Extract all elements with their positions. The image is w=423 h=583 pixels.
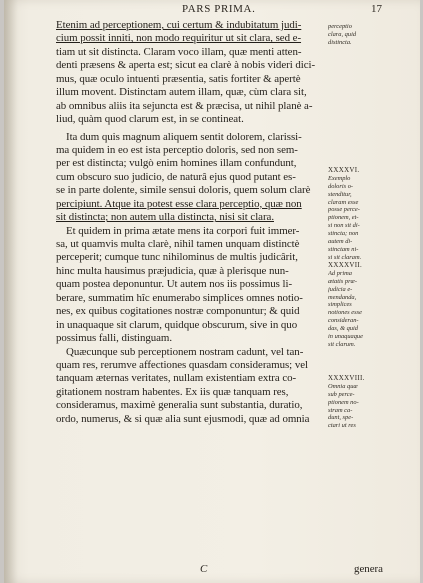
text-line-content: berare, summatim hîc enumerabo simplices omnes notio- [56, 291, 303, 304]
page-header [4, 2, 420, 18]
text-line-content: sa, ut quamvis multa clarè, nihil tamen unquam distinctè [56, 238, 300, 250]
text-line [56, 211, 322, 224]
margin-note-line: consideran- [328, 317, 359, 325]
text-line-content: ordo, numerus, & si quæ alia sunt ejusmodi, quæ ad omnia [56, 412, 310, 425]
margin-note-line: si non sit di- [328, 222, 360, 230]
text-line [56, 100, 322, 113]
text-line [56, 332, 322, 345]
margin-note-line: perceptio [328, 23, 352, 30]
text-line-content: per est distincta; vulgò enim homines illam confundunt, [56, 157, 297, 170]
margin-note-line: in unaquaque [328, 333, 363, 341]
margin-note-line: Ad prima [328, 269, 352, 277]
margin-note-line: stenditur, [328, 190, 352, 198]
text-line-content: Etenim ad perceptionem, cui certum & indubitatum judi- [56, 19, 302, 31]
text-line [56, 238, 322, 251]
margin-note-line: stinctam ni- [328, 245, 359, 253]
margin-note [328, 23, 400, 47]
text-line [56, 73, 322, 86]
text-line-content: nes, ex quibus cogitationes nostræ componuntur; & quid [56, 305, 300, 318]
running-head: PARS PRIMA. [182, 3, 256, 15]
text-line-content: in unaquaque sit clarum, quidque obscurum, sive in quo [56, 318, 298, 331]
text-line [56, 171, 322, 184]
margin-note-line: mendanda, [328, 293, 357, 301]
text-line [56, 305, 322, 318]
signature-mark: C [200, 563, 208, 575]
margin-note-line: Omnia quæ [328, 382, 358, 390]
margin-note-line: sit clarum. [328, 340, 356, 348]
text-line [56, 32, 322, 45]
margin-note-line: XXXXVIII. [328, 375, 365, 382]
text-line-content: ab omnibus aliis ita sejuncta est & præcisa, ut nihil planè a- [56, 99, 313, 112]
text-line [56, 59, 322, 72]
margin-note-line: judicia e- [328, 285, 353, 293]
margin-note-line: posse perce- [328, 206, 360, 214]
text-line [56, 46, 322, 59]
text-line-content: Quæcunque sub perceptionem nostram cadunt, vel tan- [66, 345, 304, 358]
text-line-content: quam postea deponuntur. Ut autem nos iis possimus li- [56, 278, 293, 291]
text-line [56, 372, 322, 385]
catchword: genera [354, 563, 384, 575]
text-line-content: possimus falli, distinguam. [56, 332, 173, 345]
text-line-content: illum movent. Distinctam autem illam, quæ, cùm clara sit, [56, 86, 307, 99]
text-line [56, 292, 322, 305]
margin-note-line: claram esse [328, 198, 359, 206]
text-line-content: sit distincta; non autem ulla distincta, nisi sit clara. [56, 211, 274, 224]
text-line [56, 184, 322, 197]
margin-note-line: autem di- [328, 238, 353, 246]
text-line [56, 413, 322, 426]
text-line-content: tanquam æternas veritates, nullam existentiam extra co- [56, 372, 297, 385]
text-line [56, 157, 322, 170]
text-line-content: hinc multa hausimus præjudicia, quæ à plerisque nun- [56, 264, 289, 277]
margin-note-line: distincta. [328, 38, 352, 46]
main-text-block [56, 19, 322, 426]
margin-note-line: ptionem, et- [328, 214, 359, 222]
text-line-content: consideramus, maximè generalia sunt substantia, duratio, [56, 399, 303, 412]
text-line [56, 86, 322, 99]
text-line [56, 144, 322, 157]
text-line [56, 319, 322, 332]
text-line [56, 251, 322, 264]
text-line [56, 359, 322, 372]
margin-note-line: sub perce- [328, 390, 355, 398]
text-line-content: mus, quæ oculo intuenti præsentia, satis fortiter & apertè [56, 72, 301, 85]
margin-note [328, 167, 400, 262]
page-number: 17 [371, 3, 382, 15]
text-line [56, 278, 322, 291]
margin-note-line: stram ca- [328, 406, 353, 414]
text-line-content: liud, quàm quod clarum est, in se contineat. [56, 113, 244, 126]
text-line-content: percipiunt. Atque ita potest esse clara perceptio, quæ non [56, 197, 302, 210]
margin-note-line: ætatis præ- [328, 277, 357, 285]
text-line [56, 19, 322, 32]
text-line-content: ma quidem in eo est ista perceptio doloris, sed non sem- [56, 143, 298, 156]
text-line-content: quam res, rerumve affectiones quasdam consideramus; vel [56, 358, 308, 371]
margin-note-line: ptionem no- [328, 398, 359, 406]
text-line-content: cium possit inniti, non modo requiritur ut sit clara, sed e- [56, 32, 302, 45]
text-line [56, 399, 322, 412]
text-line-content: Ita dum quis magnum aliquem sentit dolorem, clarissi- [66, 130, 302, 143]
margin-note-line: si sit claram. [328, 253, 362, 261]
margin-note-line: das, & quid [328, 325, 359, 333]
text-line [56, 131, 322, 144]
text-line [56, 225, 322, 238]
text-line-content: se in parte dolente, simile sensui doloris, quem solum clarè [56, 184, 311, 197]
margin-note-line: stincta; non [328, 230, 359, 238]
margin-note-line: doloris o- [328, 182, 354, 190]
margin-note [328, 262, 400, 349]
margin-note-line: XXXXVII. [328, 262, 363, 269]
margin-note [328, 375, 400, 430]
margin-note-line: clara, quid [328, 30, 357, 38]
text-line-content: perceperit; cumque tunc nihilominus de multis judicârit, [56, 251, 298, 264]
gutter-shadow [4, 0, 18, 583]
margin-note-line: ctari ut res [328, 422, 356, 430]
text-line [56, 198, 322, 211]
margin-note-line: Exemplo [328, 174, 351, 182]
text-line-content: Et quidem in prima ætate mens ita corpori fuit immer- [66, 224, 300, 237]
text-line [56, 265, 322, 278]
margin-note-line: notiones esse [328, 309, 362, 317]
margin-note-line: dunt, spe- [328, 414, 354, 422]
text-line-content: tiam ut sit distincta. Claram voco illam, quæ menti atten- [56, 45, 302, 58]
text-line-content: denti præsens & aperta est; sicut ea clarè à nobis videri dici- [56, 59, 316, 72]
margin-note-line: XXXXVI. [328, 167, 360, 174]
text-line-content: cum obscuro suo judicio, de naturâ ejus quod putant es- [56, 170, 296, 183]
book-page [4, 0, 420, 583]
margin-note-line: simplices [328, 301, 352, 309]
text-line [56, 346, 322, 359]
text-line-content: gitationem nostram habentes. Ex iis quæ tanquam res, [56, 385, 289, 398]
text-line [56, 386, 322, 399]
text-line [56, 113, 322, 126]
